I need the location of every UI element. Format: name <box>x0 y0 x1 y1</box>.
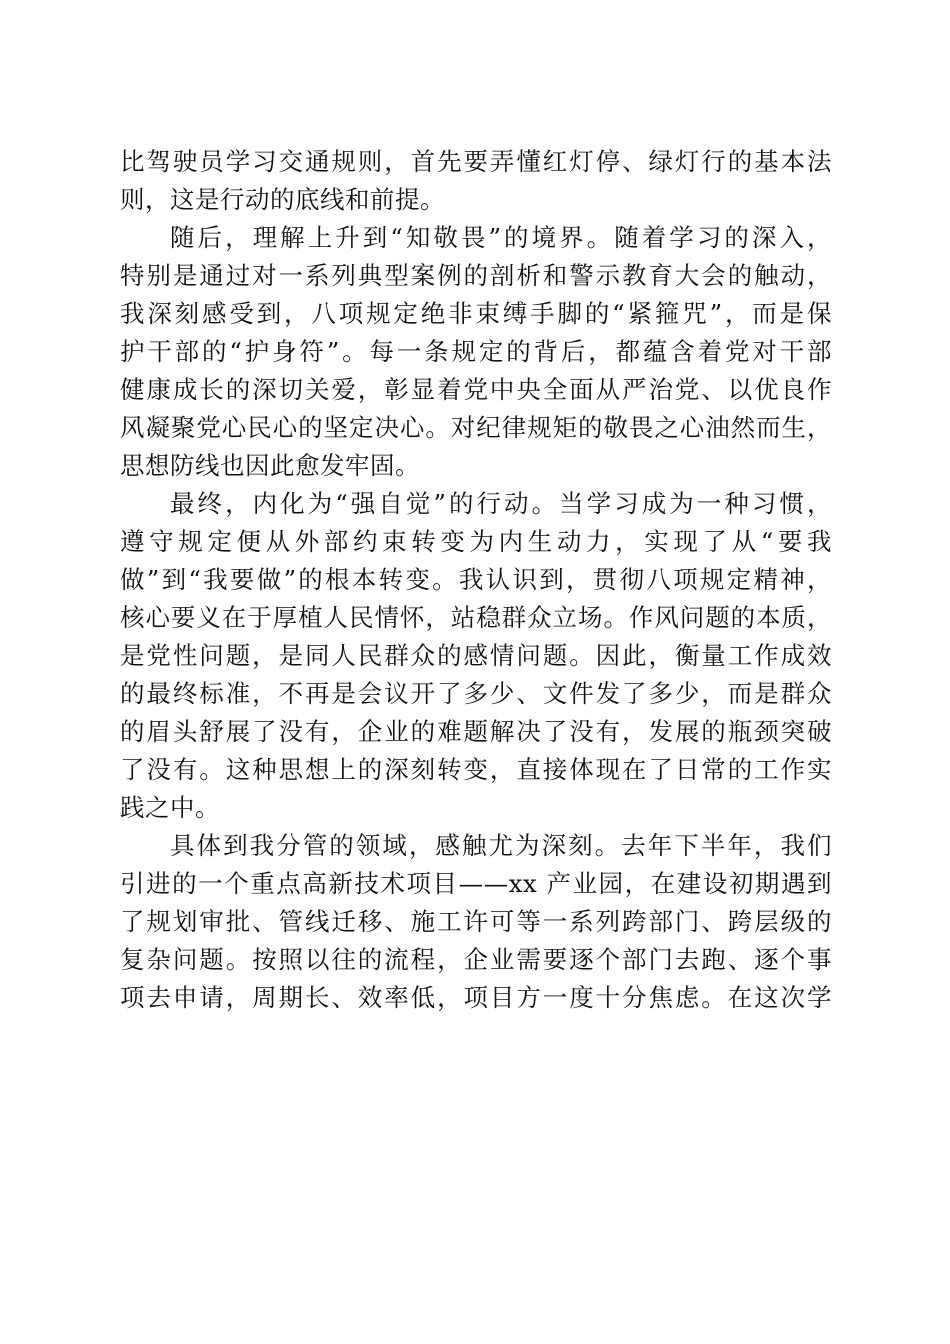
text-line: 复杂问题。按照以往的流程，企业需要逐个部门去跑、逐个事 <box>120 945 832 974</box>
paragraph-1 <box>120 143 832 219</box>
text-line: 具体到我分管的领域，感触尤为深刻。去年下半年，我们 <box>170 831 832 860</box>
text-line: 特别是通过对一系列典型案例的剖析和警示教育大会的触动， <box>120 261 832 290</box>
text-line: 健康成长的深切关爱，彰显着党中央全面从严治党、以优良作 <box>120 375 832 404</box>
text-line: 的最终标准，不再是会议开了多少、文件发了多少，而是群众 <box>120 679 832 708</box>
text-line: 我深刻感受到，八项规定绝非束缚手脚的“紧箍咒”，而是保 <box>120 299 832 328</box>
text-line: 项去申请，周期长、效率低，项目方一度十分焦虑。在这次学 <box>120 983 832 1012</box>
text-line: 最终，内化为“强自觉”的行动。当学习成为一种习惯， <box>170 489 832 518</box>
paragraph-4 <box>120 827 832 1017</box>
text-line: 引进的一个重点高新技术项目——xx 产业园，在建设初期遇到 <box>120 869 832 898</box>
text-line: 了没有。这种思想上的深刻转变，直接体现在了日常的工作实 <box>120 755 832 784</box>
text-line: 是党性问题，是同人民群众的感情问题。因此，衡量工作成效 <box>120 641 832 670</box>
text-line: 则，这是行动的底线和前提。 <box>120 185 445 214</box>
text-line: 风凝聚党心民心的坚定决心。对纪律规矩的敬畏之心油然而生， <box>120 413 832 442</box>
text-line: 了规划审批、管线迁移、施工许可等一系列跨部门、跨层级的 <box>120 907 832 936</box>
text-line: 护干部的“护身符”。每一条规定的背后，都蕴含着党对干部 <box>120 337 832 366</box>
text-line: 的眉头舒展了没有，企业的难题解决了没有，发展的瓶颈突破 <box>120 717 832 746</box>
text-line: 做”到“我要做”的根本转变。我认识到，贯彻八项规定精神， <box>120 565 832 594</box>
paragraph-2 <box>120 219 832 485</box>
text-line: 核心要义在于厚植人民情怀，站稳群众立场。作风问题的本质， <box>120 603 832 632</box>
paragraph-3 <box>120 485 832 827</box>
text-line: 随后，理解上升到“知敬畏”的境界。随着学习的深入， <box>170 223 832 252</box>
document-body <box>120 143 832 1017</box>
text-line: 遵守规定便从外部约束转变为内生动力，实现了从“要我 <box>120 527 832 556</box>
text-line: 践之中。 <box>120 793 220 822</box>
text-line: 比驾驶员学习交通规则，首先要弄懂红灯停、绿灯行的基本法 <box>120 147 832 176</box>
text-line: 思想防线也因此愈发牢固。 <box>120 451 420 480</box>
